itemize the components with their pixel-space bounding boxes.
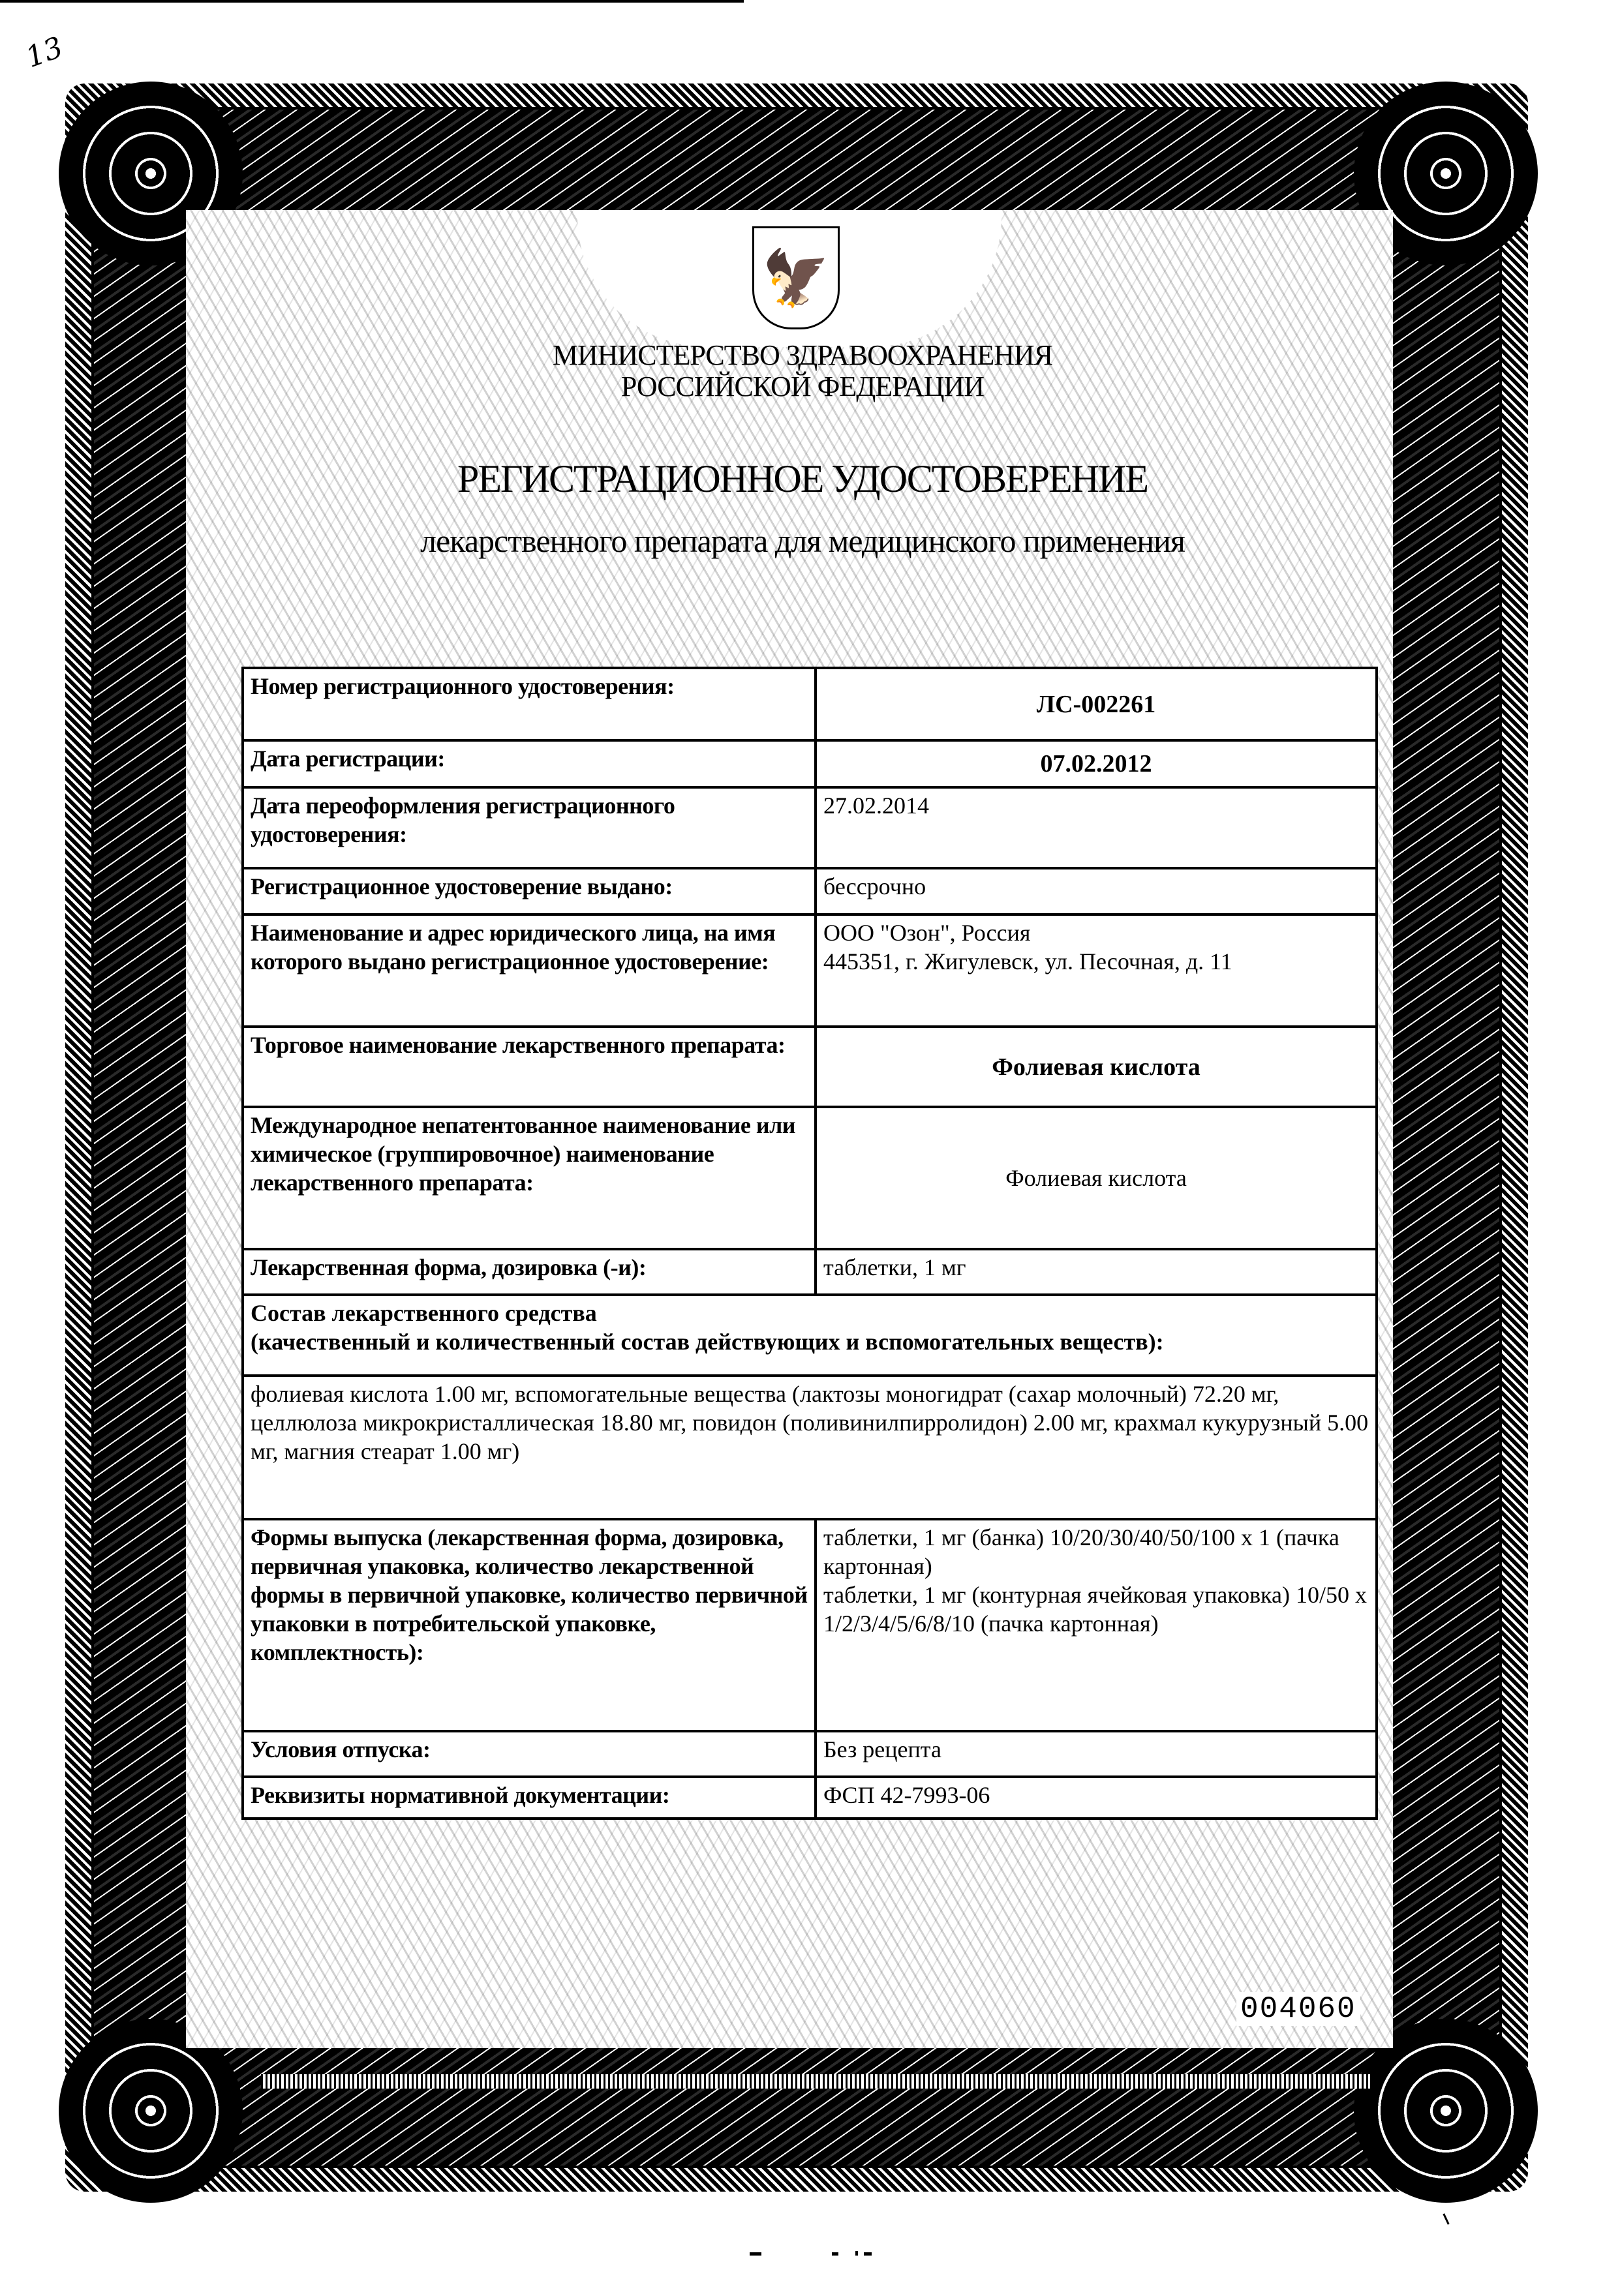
- composition-heading-line1: Состав лекарственного средства: [251, 1300, 597, 1326]
- table-row: [243, 1777, 1377, 1819]
- scan-speck: [832, 2252, 838, 2256]
- dosage-form: таблетки, 1 мг: [816, 1249, 1377, 1295]
- release-forms: [816, 1519, 1377, 1731]
- table-row: [243, 1027, 1377, 1107]
- scan-speck: [750, 2252, 761, 2256]
- table-row: [243, 1731, 1377, 1777]
- validity: бессрочно: [816, 868, 1377, 914]
- trade-name: Фолиевая кислота: [816, 1027, 1377, 1107]
- holder-name: ООО "Озон", Россия: [823, 920, 1031, 946]
- scan-speck: [855, 2251, 858, 2256]
- table-row: [243, 1376, 1377, 1519]
- ministry-name-line1: МИНИСТЕРСТВО ЗДРАВООХРАНЕНИЯ: [552, 339, 1053, 371]
- registration-table: [241, 667, 1378, 1820]
- table-row: [243, 914, 1377, 1027]
- release-form-1: таблетки, 1 мг (банка) 10/20/30/40/50/100 x 1 (пачка картонная): [823, 1524, 1339, 1579]
- emblem: [752, 226, 840, 329]
- reissue-date: 27.02.2014: [816, 787, 1377, 868]
- row-label: Формы выпуска (лекарственная форма, дозировка, первичная упаковка, количество лекарственной формы в первичной упаковке, количество первичной упаковки в потребительской упаковке, комплектность):: [243, 1519, 816, 1731]
- row-label: Международное непатентованное наименование или химическое (группировочное) наименование лекарственного препарата:: [243, 1107, 816, 1249]
- table-row: [243, 668, 1377, 740]
- row-label: Номер регистрационного удостоверения:: [243, 668, 816, 740]
- holder-name-address: [816, 914, 1377, 1027]
- normative-document: ФСП 42-7993-06: [816, 1777, 1377, 1819]
- table-row: [243, 1107, 1377, 1249]
- row-label: Торговое наименование лекарственного препарата:: [243, 1027, 816, 1107]
- inn-name: Фолиевая кислота: [816, 1107, 1377, 1249]
- table-row: [243, 1519, 1377, 1731]
- russian-coat-of-arms-icon: 🦅: [761, 246, 831, 310]
- printer-fineprint: [261, 2074, 1370, 2089]
- composition-text: фолиевая кислота 1.00 мг, вспомогательные вещества (лактозы моногидрат (сахар молочный) 72.20 мг, целлюлоза микрокристаллическая 18.80 мг, повидон (поливинилпирролидон) 2.00 мг, крахмал кукурузный 5.00 мг, магния стеарат 1.00 мг): [243, 1376, 1377, 1519]
- scan-speck: [864, 2252, 872, 2256]
- dispensing-conditions: Без рецепта: [816, 1731, 1377, 1777]
- holder-address: 445351, г. Жигулевск, ул. Песочная, д. 11: [823, 948, 1232, 974]
- row-label: Наименование и адрес юридического лица, на имя которого выдано регистрационное удостоверение:: [243, 914, 816, 1027]
- table-row: [243, 1249, 1377, 1295]
- registration-date: 07.02.2012: [816, 740, 1377, 787]
- table-row: [243, 1295, 1377, 1376]
- table-row: [243, 787, 1377, 868]
- scan-speck: [1443, 2213, 1449, 2225]
- row-label: Регистрационное удостоверение выдано:: [243, 868, 816, 914]
- document-subtitle: лекарственного препарата для медицинского применения: [420, 522, 1185, 559]
- form-serial-number: 004060: [1236, 1992, 1360, 2026]
- row-label: Лекарственная форма, дозировка (-и):: [243, 1249, 816, 1295]
- ministry-name-line2: РОССИЙСКОЙ ФЕДЕРАЦИИ: [620, 370, 985, 402]
- handwritten-page-number: 13: [21, 30, 68, 75]
- row-label: Дата переоформления регистрационного удостоверения:: [243, 787, 816, 868]
- document-title: РЕГИСТРАЦИОННОЕ УДОСТОВЕРЕНИЕ: [457, 457, 1148, 500]
- release-form-2: таблетки, 1 мг (контурная ячейковая упаковка) 10/50 x 1/2/3/4/5/6/8/10 (пачка картонная): [823, 1582, 1367, 1637]
- composition-heading-line2: (качественный и количественный состав действующих и вспомогательных веществ):: [251, 1329, 1164, 1355]
- registration-number: ЛС-002261: [816, 668, 1377, 740]
- scan-top-edge: [0, 0, 744, 3]
- composition-heading: [243, 1295, 1377, 1376]
- row-label: Реквизиты нормативной документации:: [243, 1777, 816, 1819]
- row-label: Дата регистрации:: [243, 740, 816, 787]
- table-row: [243, 740, 1377, 787]
- row-label: Условия отпуска:: [243, 1731, 816, 1777]
- table-row: [243, 868, 1377, 914]
